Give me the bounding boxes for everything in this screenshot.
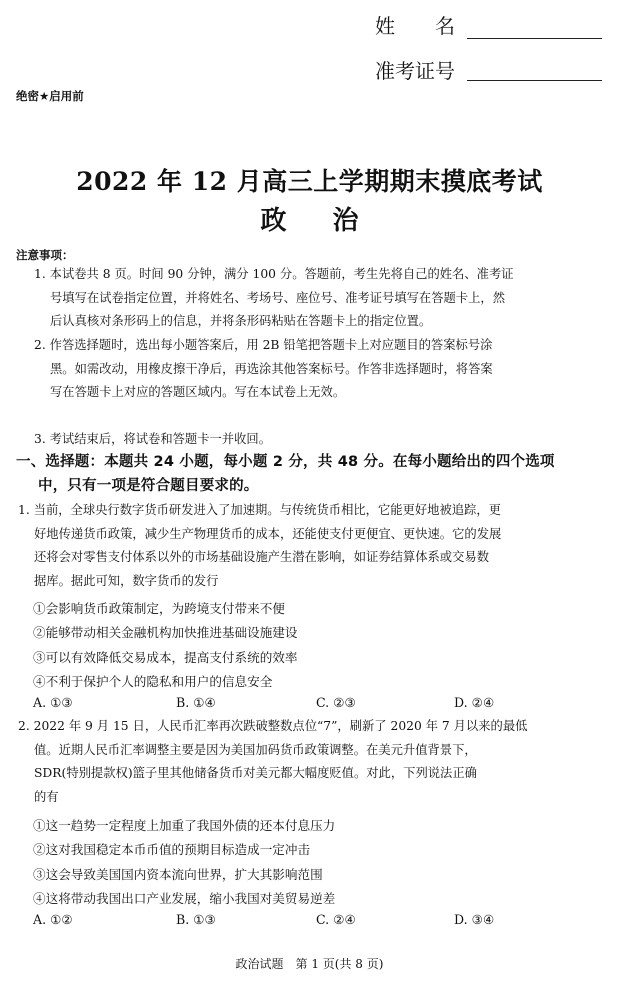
stem-line: 据库。据此可知，数字货币的发行 xyxy=(34,573,219,588)
name-fill-line xyxy=(467,38,602,39)
notice-line: 后认真核对条形码上的信息，并将条形码粘贴在答题卡上的指定位置。 xyxy=(50,314,432,329)
question-1-statement-4: ④不利于保护个人的隐私和用户的信息安全 xyxy=(33,674,273,689)
question-1-option-c[interactable]: C. ②③ xyxy=(316,695,356,710)
section-heading xyxy=(16,450,606,498)
section-heading-line: 中，只有一项是符合题目要求的。 xyxy=(38,478,259,494)
question-1-statement-2: ②能够带动相关金融机构加快推进基础设施建设 xyxy=(33,625,298,640)
notice-item-2 xyxy=(34,334,604,405)
question-2-option-d[interactable]: D. ③④ xyxy=(454,912,495,927)
stem-line: 还将会对零售支付体系以外的市场基础设施产生潜在影响，如证券结算体系或交易数 xyxy=(34,550,489,565)
stem-line: 值。近期人民币汇率调整主要是因为美国加码货币政策调整。在美元升值背景下， xyxy=(34,742,477,757)
question-2-option-b[interactable]: B. ①③ xyxy=(176,912,216,927)
page-footer: 政治试题 第 1 页(共 8 页) xyxy=(235,957,384,971)
question-2-stem xyxy=(18,715,606,809)
stem-line: 好地传递货币政策，减少生产物理货币的成本，还能使支付更便宜、更快速。它的发展 xyxy=(34,526,502,541)
question-2-statement-1: ①这一趋势一定程度上加重了我国外债的还本付息压力 xyxy=(33,818,336,833)
question-1-statement-1: ①会影响货币政策制定，为跨境支付带来不便 xyxy=(33,601,285,616)
notice-line: 1. 本试卷共 8 页。时间 90 分钟，满分 100 分。答题前，考生先将自己的姓名、准考证 xyxy=(34,267,514,281)
stem-line: SDR(特别提款权)篮子里其他储备货币对美元都大幅度贬值。对此，下列说法正确 xyxy=(34,766,477,781)
stem-line: 的有 xyxy=(34,789,59,804)
notice-item-3 xyxy=(34,428,604,452)
question-2-statement-4: ④这将带动我国出口产业发展，缩小我国对美贸易逆差 xyxy=(33,891,336,906)
stem-line: 1. 当前，全球央行数字货币研发进入了加速期。与传统货币相比，它能更好地被追踪，更 xyxy=(18,503,501,517)
question-2-option-c[interactable]: C. ②④ xyxy=(316,912,356,927)
notice-item-1 xyxy=(34,263,604,334)
question-1-stem xyxy=(18,499,606,593)
subject-title: 政治 xyxy=(260,206,405,236)
question-1-option-b[interactable]: B. ①④ xyxy=(176,695,216,710)
name-label: 姓 名 xyxy=(375,14,455,38)
question-2-option-a[interactable]: A. ①② xyxy=(33,912,73,927)
notice-line: 2. 作答选择题时，选出每小题答案后，用 2B 铅笔把答题卡上对应题目的答案标号涂 xyxy=(34,338,493,352)
notice-line: 黑。如需改动，用橡皮擦干净后，再选涂其他答案标号。作答非选择题时，将答案 xyxy=(50,361,493,376)
notice-line: 3. 考试结束后，将试卷和答题卡一并收回。 xyxy=(34,432,271,446)
notice-line: 写在答题卡上对应的答题区域内。写在本试卷上无效。 xyxy=(50,385,346,400)
stem-line: 2. 2022 年 9 月 15 日，人民币汇率再次跌破整数点位“7”，刷新了 2020 年 7 月以来的最低 xyxy=(18,719,528,733)
notice-heading: 注意事项： xyxy=(16,248,74,262)
question-1-option-a[interactable]: A. ①③ xyxy=(33,695,73,710)
confidential-mark: 绝密★启用前 xyxy=(16,89,84,103)
notice-line: 号填写在试卷指定位置，并将姓名、考场号、座位号、准考证号填写在答题卡上，然 xyxy=(50,290,505,305)
question-1-statement-3: ③可以有效降低交易成本，提高支付系统的效率 xyxy=(33,650,298,665)
exam-title: 2022 年 12 月高三上学期期末摸底考试 xyxy=(76,167,543,196)
question-2-statement-3: ③这会导致美国国内资本流向世界，扩大其影响范围 xyxy=(33,867,323,882)
question-2-statement-2: ②这对我国稳定本币币值的预期目标造成一定冲击 xyxy=(33,842,311,857)
question-1-option-d[interactable]: D. ②④ xyxy=(454,695,495,710)
section-heading-line: 一、选择题：本题共 24 小题，每小题 2 分，共 48 分。在每小题给出的四个选项 xyxy=(16,454,555,470)
exam-id-label: 准考证号 xyxy=(375,59,455,83)
exam-id-fill-line xyxy=(467,80,602,81)
